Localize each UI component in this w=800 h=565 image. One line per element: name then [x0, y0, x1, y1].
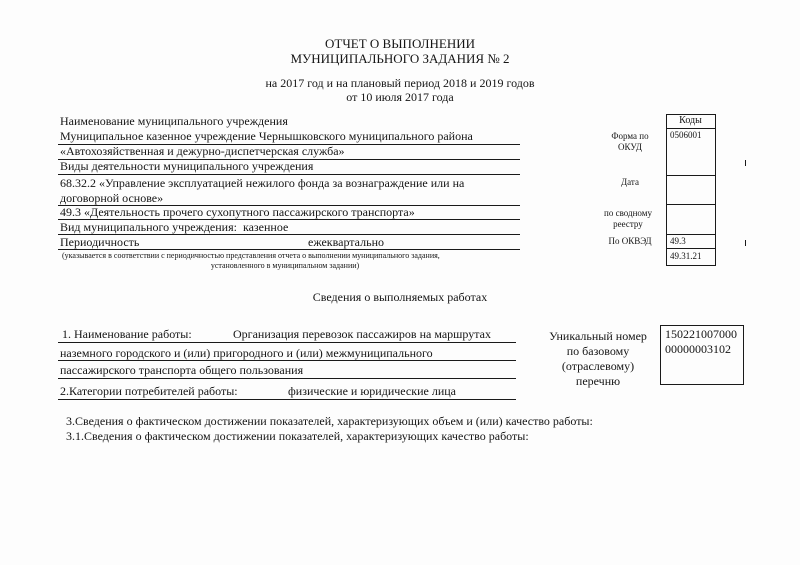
codes-divider-1: [666, 128, 715, 129]
report-title-line1: ОТЧЕТ О ВЫПОЛНЕНИИ: [325, 36, 475, 51]
work-name-line3: пассажирского транспорта общего пользования: [60, 363, 304, 377]
unique-label-line3: (отраслевому): [561, 359, 635, 373]
okud-label-line2: ОКУД: [618, 142, 642, 152]
activity1-line2: договорной основе»: [60, 191, 164, 205]
item-3: 3.Сведения о фактическом достижении показателей, характеризующих объем и (или) качество работы:: [66, 414, 593, 428]
unique-label-line1: Уникальный номер: [549, 329, 647, 343]
okud-value: 0506001: [670, 130, 702, 140]
edge-mark-1: [745, 160, 746, 166]
institution-type: [60, 220, 288, 235]
report-period: на 2017 год и на плановый период 2018 и 2019 годов: [265, 76, 535, 90]
underline-activity-label: [58, 174, 520, 175]
institution-name-label: Наименование муниципального учреждения: [60, 114, 288, 128]
institution-name-line2: «Автохозяйственная и дежурно-диспетчерская служба»: [60, 144, 345, 158]
periodicity-note-line2: установленного в муниципальном задании): [210, 261, 360, 270]
codes-divider-3: [666, 204, 715, 205]
okved-value2: 49.31.21: [670, 251, 702, 261]
okud-label-line1: Форма по: [611, 131, 649, 141]
work-name-label: 1. Наименование работы:: [62, 327, 192, 341]
activity2: 49.3 «Деятельность прочего сухопутного пассажирского транспорта»: [60, 205, 415, 219]
edge-mark-2: [745, 240, 746, 246]
underline-consumers: [58, 399, 516, 400]
works-section-title: Сведения о выполняемых работах: [312, 290, 488, 304]
codes-divider-2: [666, 175, 715, 176]
consumers-label: 2.Категории потребителей работы:: [60, 384, 238, 398]
activity-label: Виды деятельности муниципального учреждения: [60, 159, 314, 173]
report-date: от 10 июля 2017 года: [346, 90, 454, 104]
report-title-line2: МУНИЦИПАЛЬНОГО ЗАДАНИЯ № 2: [290, 51, 510, 66]
unique-value-line2: 00000003102: [665, 342, 731, 356]
unique-value-line1: 150221007000: [665, 327, 737, 341]
underline-work1: [58, 342, 516, 343]
okved-label: По ОКВЭД: [608, 236, 652, 246]
codes-divider-5: [666, 248, 715, 249]
codes-divider-4: [666, 234, 715, 235]
periodicity-label: Периодичность: [60, 235, 140, 249]
work-name-line1: Организация перевозок пассажиров на маршрутах: [233, 327, 491, 341]
item-3-1: 3.1.Сведения о фактическом достижении показателей, характеризующих качество работы:: [66, 429, 529, 443]
codes-header: Коды: [679, 115, 702, 126]
underline-work2: [58, 360, 516, 361]
periodicity-note-line1: (указывается в соответствии с периодичностью представления отчета о выполнении муниципального задания,: [62, 251, 440, 260]
unique-label-line4: перечню: [575, 374, 621, 388]
periodicity-value: ежеквартально: [308, 235, 384, 249]
okved-value1: 49.3: [670, 236, 686, 246]
consumers-value: физические и юридические лица: [288, 384, 456, 398]
unique-label-line2: по базовому: [566, 344, 630, 358]
activity1-line1: 68.32.2 «Управление эксплуатацией нежилого фонда за вознаграждение или на: [60, 176, 465, 190]
institution-name-line1: Муниципальное казенное учреждение Чернышковского муниципального района: [60, 129, 473, 143]
institution-type-value: казенное: [242, 220, 289, 234]
institution-type-label: Вид муниципального учреждения:: [60, 220, 237, 234]
registry-label-line2: реестру: [613, 219, 643, 229]
registry-label-line1: по сводному: [604, 208, 652, 218]
underline-periodicity: [58, 249, 520, 250]
date-label: Дата: [621, 177, 639, 187]
work-name-line2: наземного городского и (или) пригородного и (или) межмуниципального: [60, 346, 433, 360]
underline-work3: [58, 378, 516, 379]
